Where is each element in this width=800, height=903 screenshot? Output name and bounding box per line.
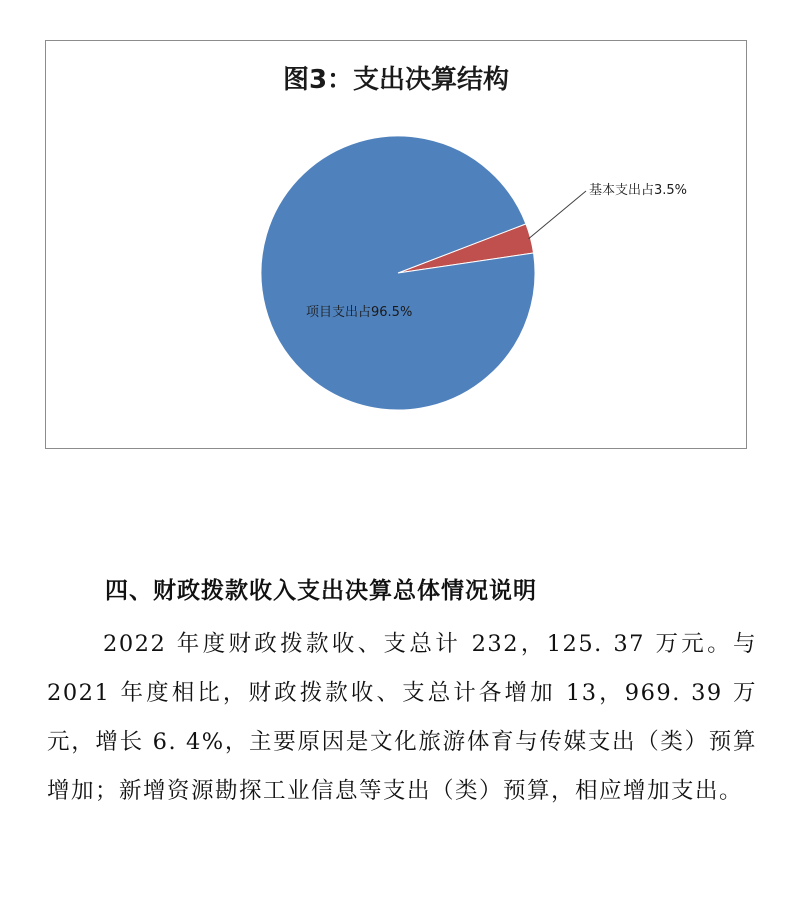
pie-slice-项目支出 (261, 136, 535, 410)
chart-title: 图3：支出决算结构 (282, 65, 510, 95)
slice-label-项目支出: 项目支出占96.5% (306, 305, 413, 320)
slice-label-leader-line-基本支出 (529, 191, 586, 239)
slice-label-基本支出: 基本支出占3.5% (589, 183, 688, 198)
pie-slices (261, 136, 535, 410)
chart-frame (45, 40, 747, 449)
section-heading: 四、财政拨款收入支出决算总体情况说明 (105, 578, 537, 604)
section-paragraph: 2022 年度财政拨款收、支总计 232，125. 37 万元。与 2021 年度相比，财政拨款收、支总计各增加 13，969. 39 万元，增长 6. 4%，主要原因是文化旅游体育与传媒支出（类）预算增加；新增资源勘探工业信息等支出（类）预算，相应增加支出。 (47, 631, 757, 804)
pie-chart (46, 41, 746, 448)
